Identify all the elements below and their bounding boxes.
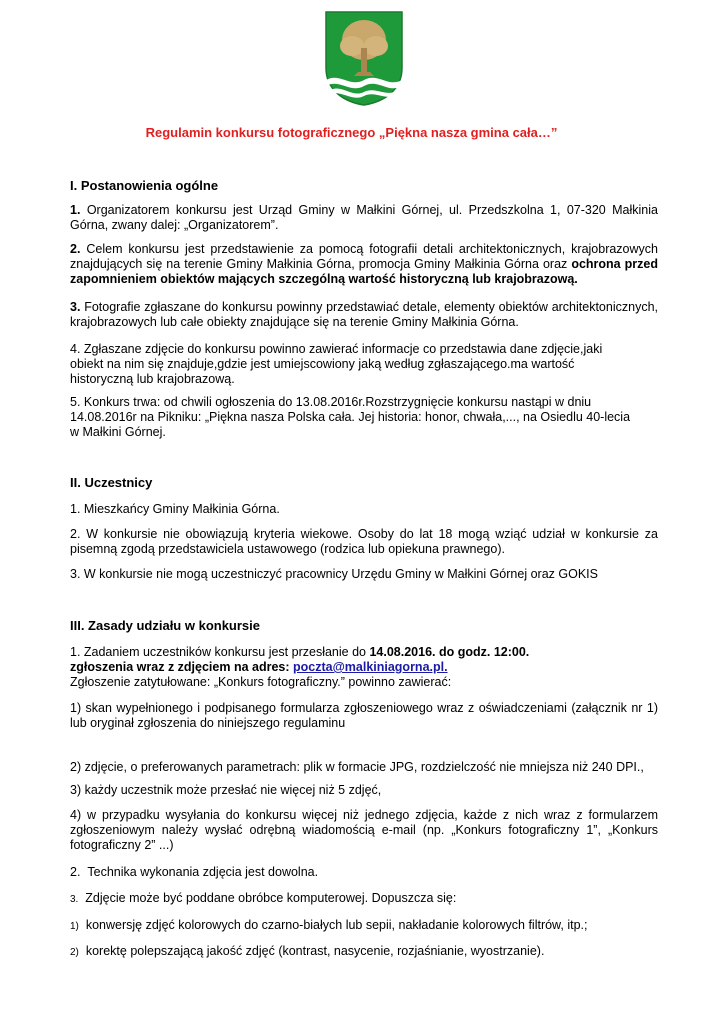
paragraph-residents: 1. Mieszkańcy Gminy Małkinia Górna. [70, 502, 280, 516]
paragraph-number: 1. [70, 203, 81, 217]
paragraph-number: 3. [70, 894, 79, 905]
sub-item-number: 1) [70, 921, 79, 932]
paragraph-exclusions: 3. W konkursie nie mogą uczestniczyć pracownicy Urzędu Gminy w Małkini Górnej oraz GOKIS [70, 567, 598, 581]
section-heading-rules: III. Zasady udziału w konkursie [70, 618, 260, 633]
paragraph-text: Fotografie zgłaszane do konkursu powinny przedstawiać detale, elementy obiektów architektonicznych, krajobrazowych lub całe obiekty znajdujące się na terenie Gminy Małkinia Górna. [70, 300, 658, 329]
sub-item-text: korektę polepszającą jakość zdjęć (kontrast, nasycenie, rozjaśnianie, wyostrzanie). [85, 944, 545, 958]
sub-item-conversion [70, 918, 658, 934]
text-line: w Małkini Górnej. [70, 425, 166, 439]
document-title: Regulamin konkursu fotograficznego „Piękna nasza gmina cała…” [145, 125, 558, 140]
paragraph-text: Technika wykonania zdjęcia jest dowolna. [87, 865, 319, 879]
list-item-photo-limit: 3) każdy uczestnik może przesłać nie więcej niż 5 zdjęć, [70, 783, 382, 797]
paragraph-photos [70, 300, 658, 330]
paragraph-technique [70, 865, 658, 880]
deadline-bold: 14.08.2016. do godz. 12:00. [369, 645, 530, 659]
email-link[interactable]: poczta@malkiniagorna.pl. [293, 660, 448, 674]
list-item-multiple-photos: 4) w przypadku wysyłania do konkursu więcej niż jednego zdjęcia, każde z nich wraz z formularzem zgłoszeniowym należy wysłać odrębną wiadomością e-mail (np. „Konkurs fotograficzny 1”, „Konkurs fotograficzny 2” ...) [70, 808, 658, 852]
sub-item-correction [70, 944, 658, 960]
list-item-photo-params: 2) zdjęcie, o preferowanych parametrach: plik w formacie JPG, rozdzielczość nie mniejsza niż 240 DPI., [70, 760, 644, 774]
paragraph-info [70, 342, 658, 387]
paragraph-number: 2. [70, 242, 81, 256]
paragraph-number: 2. [70, 865, 81, 879]
paragraph-number: 3. [70, 300, 81, 314]
text-line: Zgłoszenie zatytułowane: „Konkurs fotograficzny.” powinno zawierać: [70, 675, 452, 689]
address-bold: zgłoszenia wraz z zdjęciem na adres: [70, 660, 293, 674]
sub-item-text: konwersję zdjęć kolorowych do czarno-białych lub sepii, nakładanie kolorowych filtrów, itp.; [85, 918, 588, 932]
paragraph-editing [70, 891, 658, 907]
paragraph-goal [70, 242, 658, 287]
paragraph-text: Celem konkursu jest przedstawienie za pomocą fotografii detali architektonicznych, krajobrazowych znajdujących się na terenie Gminy Małkinia Górna, promocja Gminy Małkinia Górna oraz [70, 242, 658, 271]
list-item-scan: 1) skan wypełnionego i podpisanego formularza zgłoszeniowego wraz z oświadczeniami (załącznik nr 1) lub oryginał zgłoszenia do niniejszego regulaminu [70, 701, 658, 730]
paragraph-text: Zdjęcie może być poddane obróbce komputerowej. Dopuszcza się: [85, 891, 457, 905]
paragraph-duration [70, 395, 658, 440]
paragraph-organizer [70, 203, 658, 233]
text-line [70, 645, 658, 660]
section-heading-general: I. Postanowienia ogólne [70, 178, 219, 193]
paragraph-bold-text: ochrona przed zapomnieniem obiektów mających szczególną wartość historyczną lub krajobrazową. [70, 257, 659, 286]
section-heading-participants: II. Uczestnicy [70, 475, 153, 490]
text-line: 5. Konkurs trwa: od chwili ogłoszenia do 13.08.2016r.Rozstrzygnięcie konkursu nastąpi w dniu [70, 395, 592, 409]
text-line: obiekt na nim się znajduje,gdzie jest umiejscowiony jaką według zgłaszającego.ma wartość [70, 357, 575, 371]
coat-of-arms-icon [324, 10, 404, 106]
paragraph-submission [70, 645, 658, 690]
text-line: historyczną lub krajobrazową. [70, 372, 235, 386]
paragraph-text: Organizatorem konkursu jest Urząd Gminy w Małkini Górnej, ul. Przedszkolna 1, 07-320 Małkinia Górna, zwany dalej: „Organizatorem”. [70, 203, 658, 232]
text-line: 4. Zgłaszane zdjęcie do konkursu powinno zawierać informacje co przedstawia dane zdjęcie,jaki [70, 342, 603, 356]
paragraph-text: 1. Zadaniem uczestników konkursu jest przesłanie do [70, 645, 370, 659]
text-line: 14.08.2016r na Pikniku: „Piękna nasza Polska cała. Jej historia: honor, chwała,..., na Osiedlu 40-lecia [70, 410, 631, 424]
paragraph-age-criteria: 2. W konkursie nie obowiązują kryteria wiekowe. Osoby do lat 18 mogą wziąć udział w konkursie za pisemną zgodą przedstawiciela ustawowego (rodzica lub opiekuna prawnego). [70, 527, 658, 556]
sub-item-number: 2) [70, 947, 79, 958]
text-line [70, 660, 658, 675]
